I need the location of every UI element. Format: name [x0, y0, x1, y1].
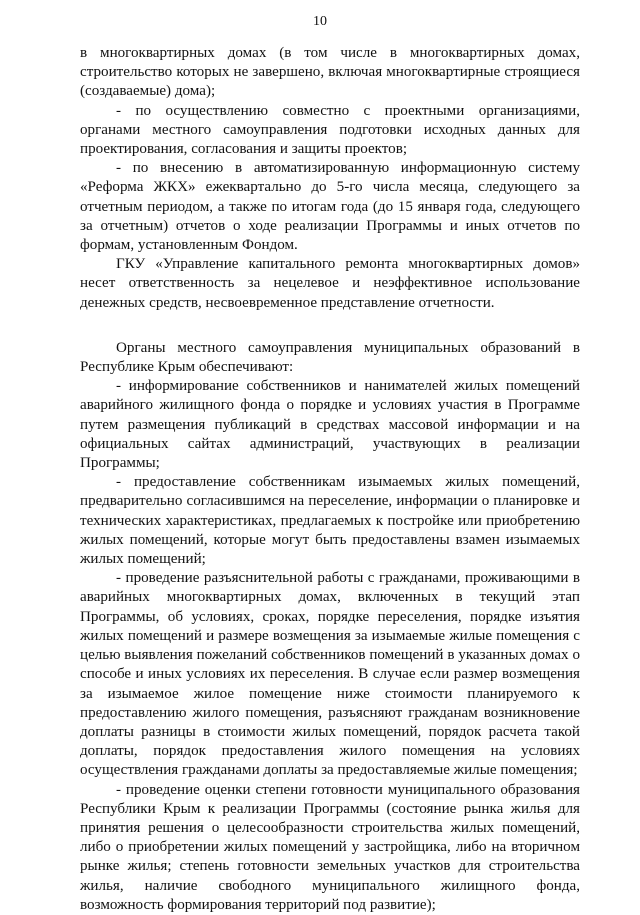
paragraph-design-preparation: - по осуществлению совместно с проектными организациями, органами местного самоуправления подготовки исходных данных для проектирования, согласования и защиты проектов; — [80, 102, 580, 158]
document-body — [80, 44, 580, 915]
paragraph-gap — [80, 313, 580, 339]
paragraph-reform-reporting: - по внесению в автоматизированную информационную систему «Реформа ЖКХ» ежеквартально до 5-го числа месяца, следующего за отчетным периодом, а также по итогам года (до 15 января года, следующего за отчетным) отчетов о ходе реализации Программы и иных отчетов по формам, установленным Фондом. — [80, 160, 580, 254]
paragraph-continuation: в многоквартирных домах (в том числе в многоквартирных домах, строительство которых не завершено, включая многоквартирные строящиеся (создаваемые) дома); — [80, 45, 580, 100]
paragraph-explanatory-work: - проведение разъяснительной работы с гражданами, проживающими в аварийных многоквартирных домах, включенных в текущий этап Программы, об условиях, сроках, порядке переселения, порядке изъятия жилых помещений и размере возмещения за изымаемые жилые помещения с целью выявления пожеланий собственников помещений в указанных домах о способе и иных условиях их переселения. В случае если размер возмещения за изымаемое жилое помещение ниже стоимости планируемого к предоставлению жилого помещения, разъясняют гражданам возникновение доплаты разницы в стоимости жилых помещений, порядок расчета такой доплаты, порядок предоставления жилого помещения на условиях осуществления гражданами доплаты за предоставляемые жилые помещения; — [80, 570, 580, 779]
paragraph-local-authorities: Органы местного самоуправления муниципальных образований в Республике Крым обеспечивают: — [80, 339, 580, 376]
paragraph-readiness-assessment: - проведение оценки степени готовности муниципального образования Республики Крым к реализации Программы (состояние рынка жилья для принятия решения о целесообразности строительства жилых помещений, либо о приобретении жилых помещений у застройщика, либо на вторичном рынке жилья; степень готовности земельных участков для строительства жилья, наличие свободного муниципального жилищного фонда, возможность формирования территорий под развитие); — [80, 781, 580, 913]
page-number: 10 — [313, 14, 327, 29]
paragraph-informing-owners: - информирование собственников и нанимателей жилых помещений аварийного жилищного фонда о порядке и условиях участия в Программе путем размещения публикаций в средствах массовой информации и на официальных сайтах администраций, участвующих в реализации Программы; — [80, 378, 580, 472]
paragraph-gku-responsibility: ГКУ «Управление капитального ремонта многоквартирных домов» несет ответственность за нецелевое и неэффективное использование денежных средств, несвоевременное представление отчетности. — [80, 256, 580, 311]
paragraph-housing-info: - предоставление собственникам изымаемых жилых помещений, предварительно согласившимся на переселение, информации о планировке и технических характеристиках, предлагаемых к постройке или приобретению жилых помещений, которые могут быть предоставлены взамен изымаемых жилых помещений; — [80, 474, 580, 568]
